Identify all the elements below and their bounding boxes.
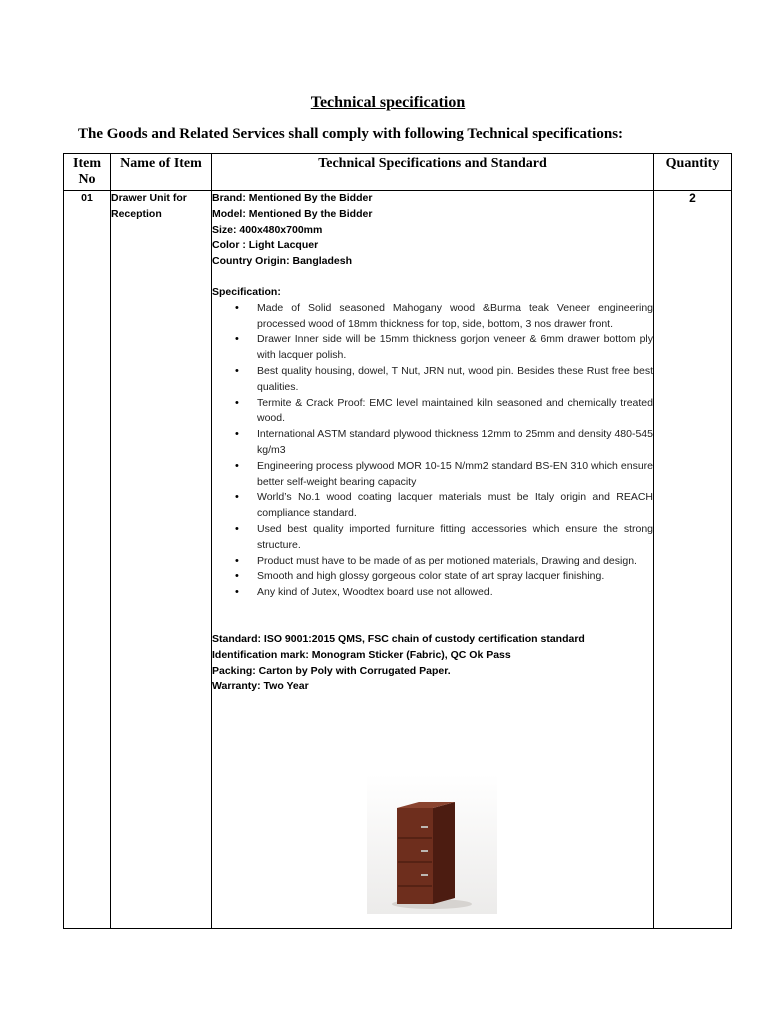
cell-item-name: Drawer Unit for Reception bbox=[111, 191, 212, 929]
spec-size: Size: 400x480x700mm bbox=[212, 223, 323, 236]
list-item: • International ASTM standard plywood thickness 12mm to 25mm and density 480-545 kg/m3 bbox=[257, 427, 653, 459]
spec-brand: Brand: Mentioned By the Bidder bbox=[212, 192, 373, 204]
spec-origin: Country Origin: Bangladesh bbox=[212, 255, 353, 268]
header-quantity: Quantity bbox=[654, 154, 732, 191]
list-item: • Best quality housing, dowel, T Nut, JRN nut, wood pin. Besides these Rust free best qualities. bbox=[257, 364, 653, 396]
list-item: • Smooth and high glossy gorgeous color state of art spray lacquer finishing. bbox=[257, 569, 653, 585]
list-item: • Engineering process plywood MOR 10-15 N/mm2 standard BS-EN 310 which ensure better self-weight bearing capacity bbox=[257, 459, 653, 491]
page-title: Technical specification bbox=[310, 94, 466, 111]
list-item: • Termite & Crack Proof: EMC level maintained kiln seasoned and chemically treated wood. bbox=[257, 396, 653, 428]
page-subtitle: The Goods and Related Services shall comply with following Technical specifications: bbox=[78, 126, 624, 142]
list-item: • Any kind of Jutex, Woodtex board use not allowed. bbox=[257, 585, 653, 601]
list-item: • Drawer Inner side will be 15mm thickness gorjon veneer & 6mm drawer bottom ply with lacquer polish. bbox=[257, 332, 653, 364]
spec-color: Color : Light Lacquer bbox=[212, 239, 319, 252]
spec-bullet-list bbox=[212, 301, 653, 601]
spec-warranty: Warranty: Two Year bbox=[212, 680, 309, 693]
list-item: • Made of Solid seasoned Mahogany wood &Burma teak Veneer engineering processed wood of 18mm thickness for top, side, bottom, 3 nos drawer front. bbox=[257, 301, 653, 333]
header-item-no: Item No bbox=[64, 154, 111, 191]
drawer-unit-photo bbox=[367, 774, 497, 914]
spec-standard: Standard: ISO 9001:2015 QMS, FSC chain of custody certification standard bbox=[212, 632, 585, 645]
spec-packing: Packing: Carton by Poly with Corrugated Paper. bbox=[212, 664, 451, 677]
header-name: Name of Item bbox=[111, 154, 212, 191]
list-item: • Product must have to be made of as per motioned materials, Drawing and design. bbox=[257, 554, 653, 570]
list-item: • Used best quality imported furniture fitting accessories which ensure the strong structure. bbox=[257, 522, 653, 554]
spec-model: Model: Mentioned By the Bidder bbox=[212, 207, 373, 220]
spec-identification: Identification mark: Monogram Sticker (Fabric), QC Ok Pass bbox=[212, 648, 511, 661]
header-specs: Technical Specifications and Standard bbox=[212, 154, 654, 191]
cell-item-no: 01 bbox=[64, 191, 111, 929]
spec-heading: Specification: bbox=[212, 285, 281, 298]
list-item: • World’s No.1 wood coating lacquer materials must be Italy origin and REACH compliance standard. bbox=[257, 490, 653, 522]
cell-quantity: 2 bbox=[654, 191, 732, 929]
table-header-row bbox=[64, 154, 732, 191]
